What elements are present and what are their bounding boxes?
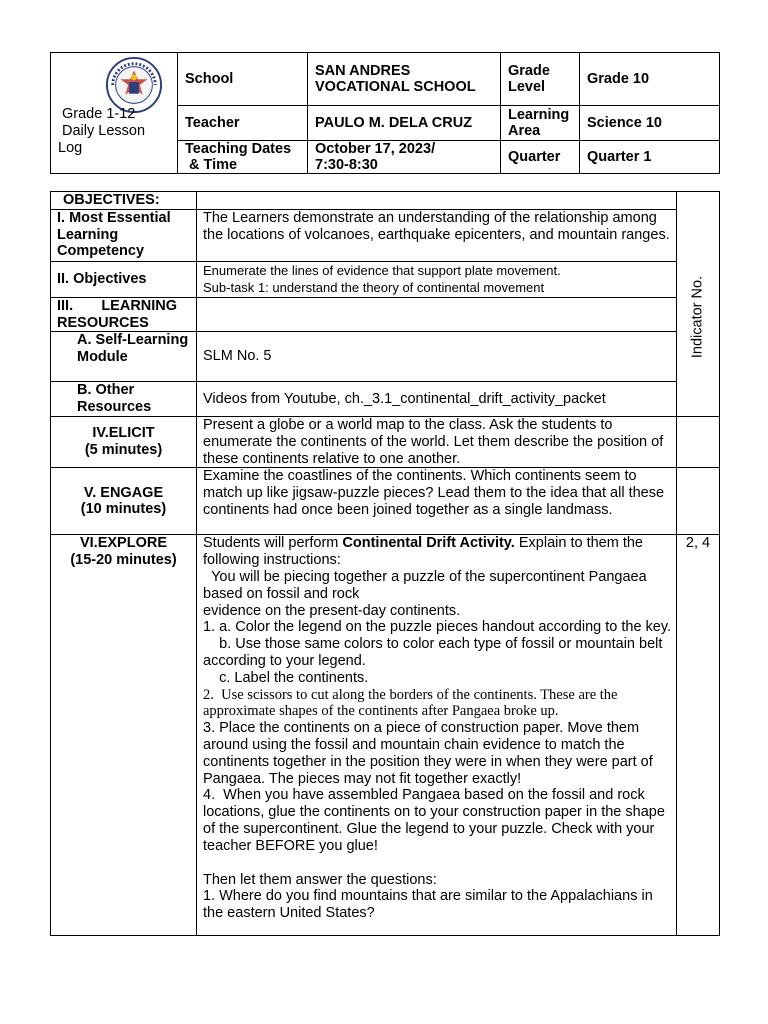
quarter-label: Quarter bbox=[501, 141, 580, 174]
slm-label: A. Self-Learning Module bbox=[51, 332, 197, 382]
teaching-dates-label: Teaching Dates & Time bbox=[178, 141, 308, 174]
other-resources-text: Videos from Youtube, ch._3.1_continental_drift_activity_packet bbox=[197, 382, 677, 417]
explore-paragraph: You will be piecing together a puzzle of the supercontinent Pangaea based on fossil and rock bbox=[203, 568, 651, 602]
objectives-heading: OBJECTIVES: bbox=[51, 192, 197, 210]
other-resources-label: B. Other Resources bbox=[51, 382, 197, 417]
explore-step: c. Label the continents. bbox=[203, 669, 369, 686]
indicator-column bbox=[677, 192, 720, 417]
dll-title: Grade 1-12 Daily Lesson Log bbox=[58, 106, 146, 156]
grade-level-value: Grade 10 bbox=[580, 53, 720, 106]
explore-step: 3. Place the continents on a piece of construction paper. Move them around using the fossil and mountain chain evidence to match the continents together in the position they were in when they were part of Pangaea. The pieces may not fit together exactly! bbox=[203, 720, 653, 787]
engage-label: V. ENGAGE (10 minutes) bbox=[51, 468, 197, 535]
teacher-value: PAULO M. DELA CRUZ bbox=[308, 106, 501, 141]
explore-intro: Students will perform Continental Drift Activity. Explain to them the following instructions: bbox=[203, 535, 643, 569]
engage-text: Examine the coastlines of the continents. Which continents seem to match up like jigsaw-puzzle pieces? Lead them to the idea that all these continents had once been joined together as a single landmass. bbox=[197, 468, 677, 535]
learning-area-value: Science 10 bbox=[580, 106, 720, 141]
learning-area-label: Learning Area bbox=[501, 106, 580, 141]
lesson-table bbox=[50, 191, 720, 936]
grade-level-label: Grade Level bbox=[501, 53, 580, 106]
indicator-label: Indicator No. bbox=[689, 275, 706, 359]
teaching-dates-value: October 17, 2023/ 7:30-8:30 bbox=[308, 141, 501, 174]
melc-text: The Learners demonstrate an understanding of the relationship among the locations of volcanoes, earthquake epicenters, and mountain ranges. bbox=[197, 209, 677, 261]
quarter-value: Quarter 1 bbox=[580, 141, 720, 174]
explore-step: 2. Use scissors to cut along the borders of the continents. These are the approximate shapes of the continents after Pangaea broke up. bbox=[203, 686, 622, 720]
explore-questions-heading: Then let them answer the questions: bbox=[203, 871, 437, 888]
teacher-label: Teacher bbox=[178, 106, 308, 141]
header-table bbox=[50, 52, 720, 174]
learning-resources-label: III. LEARNING RESOURCES bbox=[51, 297, 197, 332]
slm-text: SLM No. 5 bbox=[197, 332, 677, 382]
objectives-text: Enumerate the lines of evidence that support plate movement. Sub-task 1: understand the theory of continental movement bbox=[197, 261, 677, 297]
school-value: SAN ANDRES VOCATIONAL SCHOOL bbox=[308, 53, 501, 106]
explore-paragraph: evidence on the present-day continents. bbox=[203, 602, 461, 619]
explore-text bbox=[197, 535, 677, 936]
explore-step: b. Use those same colors to color each type of fossil or mountain belt according to your legend. bbox=[203, 636, 667, 669]
elicit-label: IV.ELICIT (5 minutes) bbox=[51, 416, 197, 467]
explore-step: 4. When you have assembled Pangaea based on the fossil and rock locations, glue the continents on to your construction paper in the shape of the supercontinent. Glue the legend to your puzzle. Check with your teacher BEFORE you glue! bbox=[203, 787, 669, 854]
explore-indicator: 2, 4 bbox=[677, 535, 720, 936]
explore-label: VI.EXPLORE (15-20 minutes) bbox=[51, 535, 197, 936]
logo-cell bbox=[51, 53, 178, 174]
school-label: School bbox=[178, 53, 308, 106]
explore-question: 1. Where do you find mountains that are similar to the Appalachians in the eastern United States? bbox=[203, 888, 653, 922]
objectives-label: II. Objectives bbox=[51, 261, 197, 297]
melc-label: I. Most Essential Learning Competency bbox=[51, 209, 197, 261]
elicit-text: Present a globe or a world map to the class. Ask the students to enumerate the continents of the world. Let them describe the position of these continents relative to one another. bbox=[197, 416, 677, 467]
explore-step: 1. a. Color the legend on the puzzle pieces handout according to the key. bbox=[203, 619, 672, 636]
